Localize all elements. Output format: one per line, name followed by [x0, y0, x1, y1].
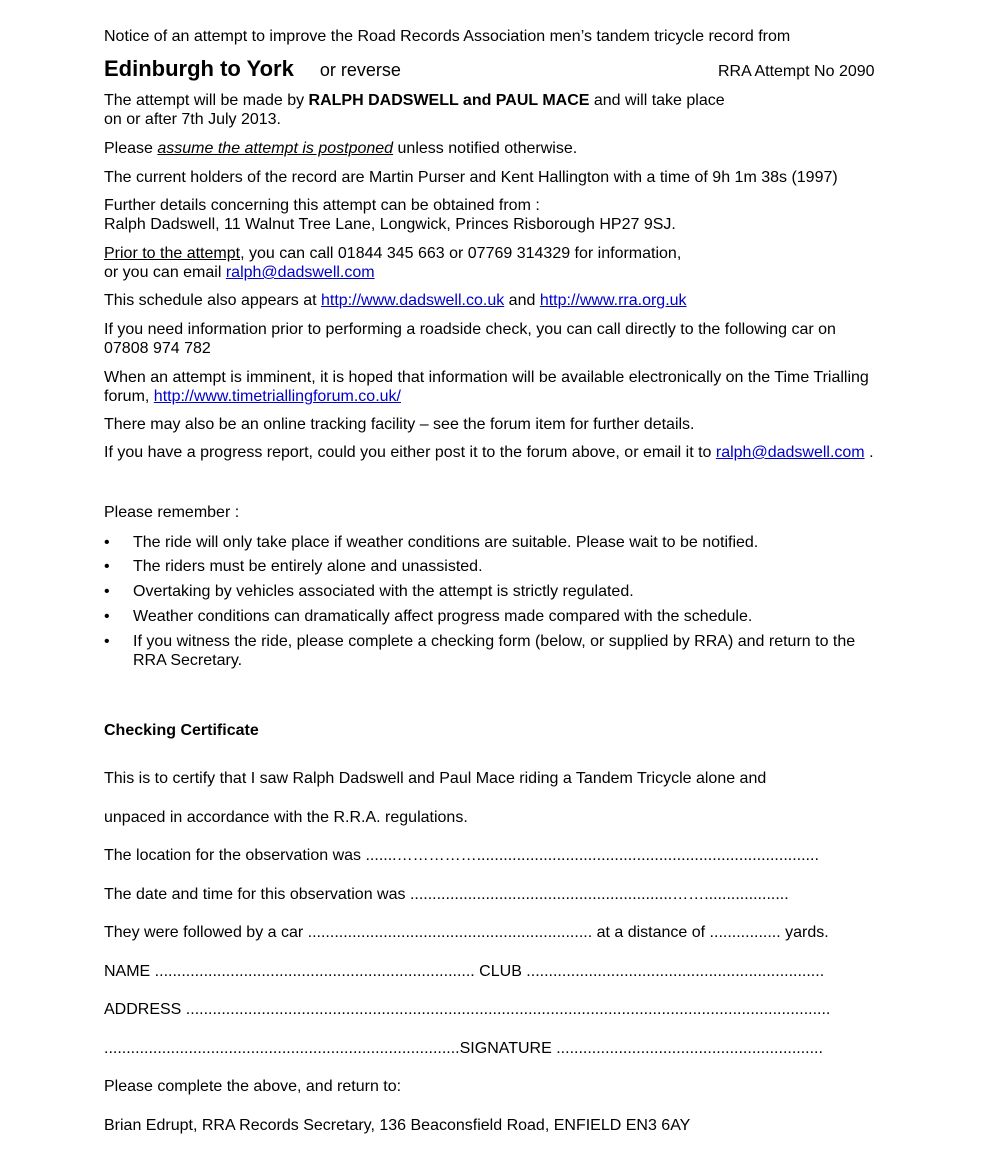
- schedule-prefix: This schedule also appears at: [104, 292, 322, 309]
- bullet-item: [104, 632, 904, 670]
- imminent-prefix: forum,: [104, 388, 154, 405]
- dadswell-site-link[interactable]: http://www.dadswell.co.uk: [321, 292, 505, 309]
- route-subtitle: or reverse: [319, 60, 401, 80]
- attempt-date-line: on or after 7th July 2013.: [104, 111, 281, 128]
- attempt-by-suffix: and will take place: [589, 92, 725, 109]
- bullet-dot: •: [104, 608, 110, 625]
- email-prefix: or you can email: [104, 264, 226, 281]
- certify-line-2: unpaced in accordance with the R.R.A. regulations.: [104, 809, 468, 826]
- location-field: The location for the observation was .......…………….............................................................................: [104, 847, 819, 864]
- bullet-text: The ride will only take place if weather conditions are suitable. Please wait to be notified.: [133, 534, 759, 551]
- name-club-field: NAME ........................................................................ CLUB ...................................................................: [104, 963, 825, 980]
- certificate-heading: Checking Certificate: [104, 722, 259, 739]
- progress-prefix: If you have a progress report, could you either post it to the forum above, or email it to: [104, 444, 716, 461]
- route-title: Edinburgh to York: [104, 56, 294, 81]
- postponed-emphasis: assume the attempt is postponed: [157, 140, 394, 157]
- attempt-number: RRA Attempt No 2090: [718, 63, 875, 80]
- imminent-line-1: When an attempt is imminent, it is hoped that information will be available electronically on the Time Trialling: [104, 369, 869, 386]
- datetime-field: The date and time for this observation was ...........................................................……...................: [104, 886, 789, 903]
- car-field: They were followed by a car ................................................................ at a distance of ................ yards.: [104, 924, 829, 941]
- schedule-line: [104, 291, 687, 310]
- imminent-line-2: [104, 387, 401, 406]
- bullet-item: [104, 582, 904, 601]
- return-instruction: Please complete the above, and return to:: [104, 1078, 402, 1095]
- secretary-address: Brian Edrupt, RRA Records Secretary, 136 Beaconsfield Road, ENFIELD EN3 6AY: [104, 1117, 691, 1134]
- notice-intro: Notice of an attempt to improve the Road Records Association men’s tandem tricycle record from: [104, 28, 791, 45]
- postponed-prefix: Please: [104, 140, 158, 157]
- bullet-text-continued: RRA Secretary.: [133, 652, 243, 669]
- riders-names: RALPH DADSWELL and PAUL MACE: [308, 92, 590, 109]
- roadside-line-2: 07808 974 782: [104, 340, 211, 357]
- bullet-item: [104, 533, 904, 552]
- prior-underlined: Prior to the attempt: [104, 245, 241, 262]
- bullet-text: If you witness the ride, please complete a checking form (below, or supplied by RRA) and return to the: [133, 633, 856, 650]
- email-link[interactable]: ralph@dadswell.com: [225, 264, 375, 281]
- signature-field: ................................................................................SIGNATURE ............................................................: [104, 1040, 823, 1057]
- progress-suffix: .: [864, 444, 874, 461]
- roadside-line-1: If you need information prior to performing a roadside check, you can call directly to the following car on: [104, 321, 836, 338]
- postponed-suffix: unless notified otherwise.: [393, 140, 578, 157]
- certify-line-1: This is to certify that I saw Ralph Dadswell and Paul Mace riding a Tandem Tricycle alone and: [104, 770, 767, 787]
- progress-email-link[interactable]: ralph@dadswell.com: [715, 444, 865, 461]
- forum-link[interactable]: http://www.timetriallingforum.co.uk/: [153, 388, 401, 405]
- schedule-and: and: [504, 292, 540, 309]
- tracking-line: There may also be an online tracking facility – see the forum item for further details.: [104, 416, 695, 433]
- current-holders: The current holders of the record are Martin Purser and Kent Hallington with a time of 9h 1m 38s (1997): [104, 169, 838, 186]
- email-line: [104, 263, 375, 282]
- route-heading: [104, 56, 401, 82]
- bullet-text: The riders must be entirely alone and unassisted.: [133, 558, 483, 575]
- further-details-line-1: Further details concerning this attempt can be obtained from :: [104, 197, 540, 214]
- bullet-text: Weather conditions can dramatically affect progress made compared with the schedule.: [133, 608, 753, 625]
- prior-contact-line: [104, 244, 681, 263]
- bullet-dot: •: [104, 633, 110, 650]
- bullet-dot: •: [104, 534, 110, 551]
- bullet-dot: •: [104, 558, 110, 575]
- postponed-line: [104, 139, 577, 158]
- remember-heading: Please remember :: [104, 504, 240, 521]
- progress-line: [104, 443, 874, 462]
- address-field: ADDRESS .................................................................................................................................................: [104, 1001, 831, 1018]
- rra-site-link[interactable]: http://www.rra.org.uk: [539, 292, 687, 309]
- attempt-by-prefix: The attempt will be made by: [104, 92, 309, 109]
- further-details-line-2: Ralph Dadswell, 11 Walnut Tree Lane, Longwick, Princes Risborough HP27 9SJ.: [104, 216, 676, 233]
- attempt-by-line: [104, 91, 725, 110]
- bullet-item: [104, 557, 904, 576]
- bullet-text: Overtaking by vehicles associated with the attempt is strictly regulated.: [133, 583, 634, 600]
- prior-rest: , you can call 01844 345 663 or 07769 314329 for information,: [240, 245, 682, 262]
- bullet-dot: •: [104, 583, 110, 600]
- bullet-item: [104, 607, 904, 626]
